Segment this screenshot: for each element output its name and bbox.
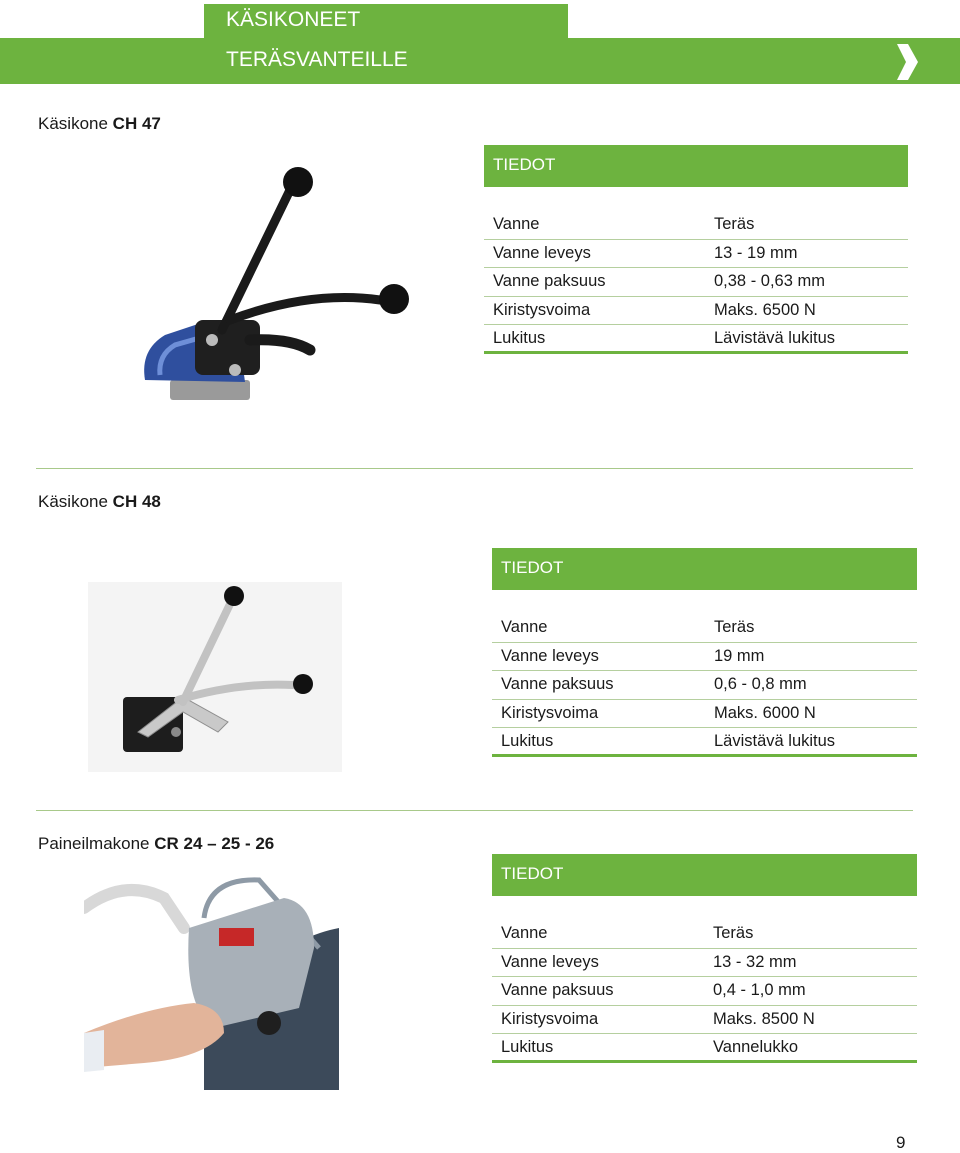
spec-row: Vanne Teräs [484, 211, 908, 240]
spec-table-title: TIEDOT [484, 145, 908, 187]
product-title-ch48: Käsikone CH 48 [38, 492, 161, 511]
header-title-line1: KÄSIKONEET [226, 8, 361, 31]
spec-row: Vanne paksuus 0,6 - 0,8 mm [492, 671, 917, 700]
product-title-ch47: Käsikone CH 47 [38, 114, 161, 133]
spec-row: Vanne paksuus 0,38 - 0,63 mm [484, 268, 908, 297]
spec-table-title: TIEDOT [492, 854, 917, 896]
spec-row: Kiristysvoima Maks. 6000 N [492, 700, 917, 729]
chevron-right-icon [893, 42, 921, 82]
spec-row: Vanne leveys 19 mm [492, 643, 917, 672]
ch48-machine-image [88, 582, 342, 772]
spec-row: Lukitus Vannelukko [492, 1034, 917, 1063]
spec-row: Kiristysvoima Maks. 8500 N [492, 1006, 917, 1035]
spec-table-ch48 [492, 548, 917, 757]
spec-table-ch47 [484, 145, 908, 354]
spec-row: Vanne Teräs [492, 614, 917, 643]
spec-row: Vanne leveys 13 - 32 mm [492, 949, 917, 978]
ch47-machine-image [140, 160, 430, 405]
spec-row: Lukitus Lävistävä lukitus [484, 325, 908, 354]
spec-row: Lukitus Lävistävä lukitus [492, 728, 917, 757]
spec-row: Kiristysvoima Maks. 6500 N [484, 297, 908, 326]
spec-row: Vanne Teräs [492, 920, 917, 949]
spec-row: Vanne leveys 13 - 19 mm [484, 240, 908, 269]
spec-table-cr24 [492, 854, 917, 1063]
header-title-line2: TERÄSVANTEILLE [226, 48, 408, 71]
section-divider [36, 810, 913, 811]
product-title-cr24: Paineilmakone CR 24 – 25 - 26 [38, 834, 275, 853]
section-divider [36, 468, 913, 469]
spec-table-title: TIEDOT [492, 548, 917, 590]
spec-row: Vanne paksuus 0,4 - 1,0 mm [492, 977, 917, 1006]
cr24-machine-image [84, 858, 339, 1090]
page-number: 9 [896, 1133, 906, 1152]
